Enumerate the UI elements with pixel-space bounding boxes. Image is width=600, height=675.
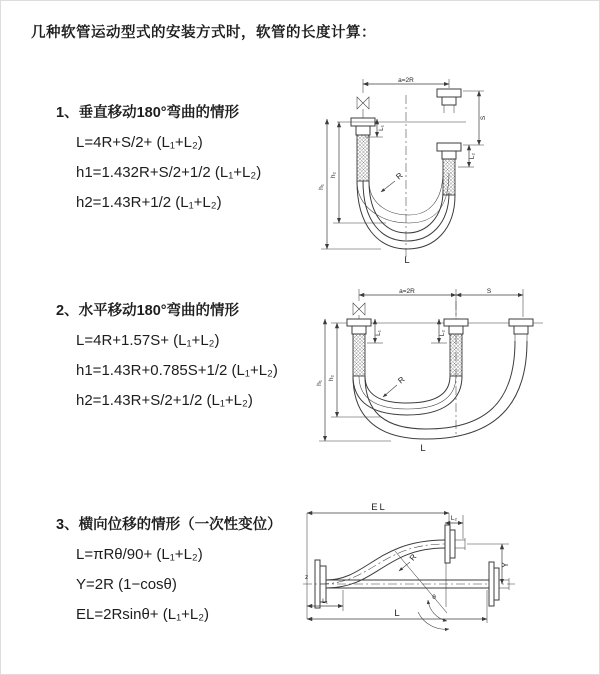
section-3 (56, 513, 321, 630)
section-2 (56, 299, 321, 416)
dim-label-l1: L₁ (322, 598, 328, 605)
dim-label-h2: h₂ (328, 374, 335, 382)
diagram-horizontal-180 (311, 283, 599, 453)
dim-label-h2: h₂ (330, 171, 337, 179)
flange-left (347, 319, 371, 326)
flange-right-upper (437, 89, 461, 97)
flange-middle (444, 319, 468, 326)
dim-label-y: Y (501, 562, 510, 568)
flange-right-lower (437, 143, 461, 151)
formula-1-h1: h1=1.432R+S/2+1/2 (L₁+L₂) (76, 164, 262, 181)
valve-icon (353, 303, 365, 319)
valve-icon (357, 97, 369, 118)
formula-2-h2: h2=1.43R+S/2+1/2 (L₁+L₂) (76, 392, 253, 409)
formula-2-L: L=4R+1.57S+ (L₁+L₂) (76, 332, 220, 349)
dim-label-l1: L₁ (378, 125, 385, 131)
braided-hose-left (357, 135, 369, 181)
formula-3-L: L=πRθ/90+ (L₁+L₂) (76, 546, 203, 563)
dim-label-s: S (480, 115, 487, 121)
radius-label: R (407, 552, 419, 563)
dim-label-l1: L₁ (375, 330, 382, 336)
radius-label: R (396, 374, 407, 386)
section-3-heading: 3、横向位移的情形（一次性变位） (56, 517, 282, 533)
dim-label-el: EL (371, 502, 387, 513)
flange-upper (445, 525, 450, 563)
dim-label-h1: h₁ (316, 380, 323, 386)
braided-hose-left (353, 334, 365, 376)
flange-right (489, 562, 494, 606)
dim-label-s: S (486, 288, 492, 295)
formula-2-h1: h1=1.43R+0.785S+1/2 (L₁+L₂) (76, 362, 278, 379)
dim-label-l2: L₂ (469, 152, 476, 160)
radius-label: R (394, 170, 405, 182)
length-label: L (404, 255, 410, 266)
dim-label-a2r: a=2R (398, 77, 414, 84)
flange-right (509, 319, 533, 326)
formula-1-h2: h2=1.43R+1/2 (L₁+L₂) (76, 194, 222, 211)
axis-mark: z (305, 574, 309, 581)
section-2-heading: 2、水平移动180°弯曲的情形 (56, 303, 240, 319)
section-1-heading: 1、垂直移动180°弯曲的情形 (56, 105, 240, 121)
angle-label: θ (432, 594, 436, 601)
dim-label-l2: L₂ (450, 515, 458, 522)
formula-1-L: L=4R+S/2+ (L₁+L₂) (76, 134, 203, 151)
diagram-lateral-displacement (297, 499, 599, 644)
dim-label-l2: L₂ (439, 329, 446, 337)
page-title: 几种软管运动型式的安装方式时，软管的长度计算： (31, 25, 376, 41)
section-1 (56, 101, 321, 218)
dim-label-h1: h₁ (318, 184, 325, 190)
length-label: L (420, 443, 426, 454)
formula-3-Y: Y=2R (1−cosθ) (76, 576, 177, 593)
formula-3-EL: EL=2Rsinθ+ (L₁+L₂) (76, 606, 210, 623)
length-label: L (394, 608, 400, 619)
diagram-vertical-180 (311, 75, 516, 265)
braided-hose-middle (450, 334, 462, 376)
dim-label-a2r: a=2R (399, 288, 415, 295)
